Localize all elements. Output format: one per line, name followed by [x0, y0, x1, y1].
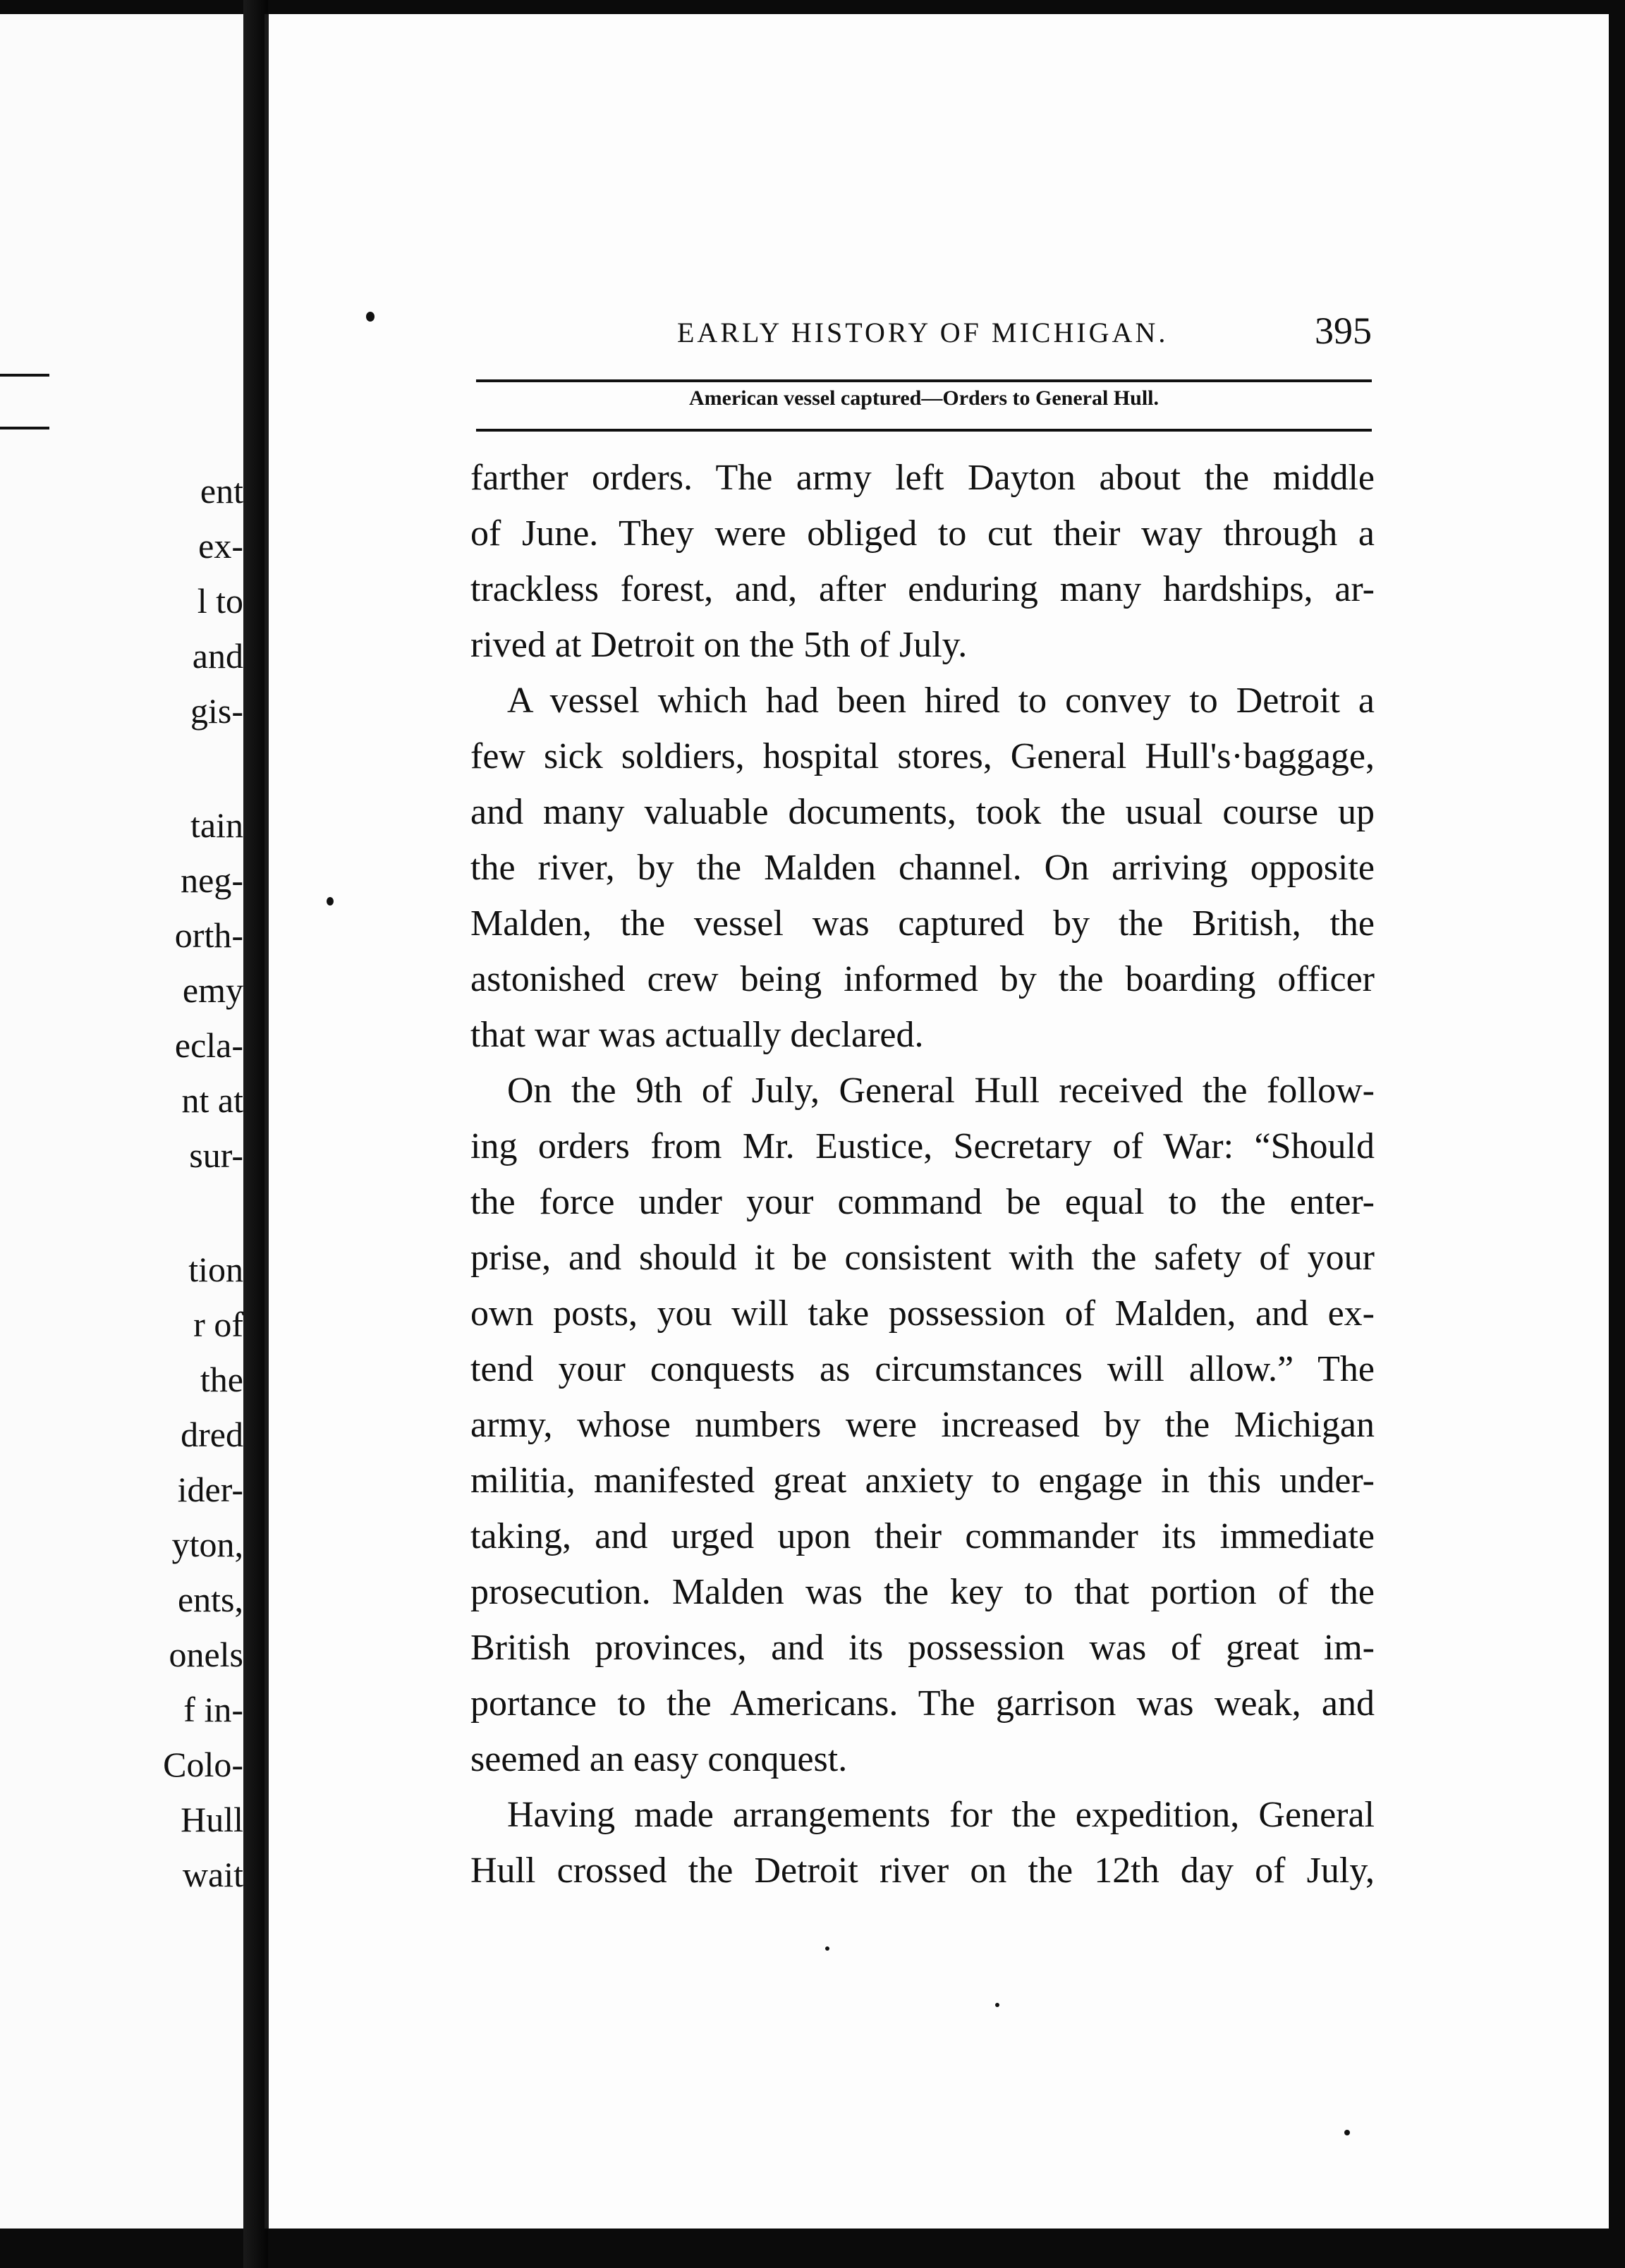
text-line: On the 9th of July, General Hull received the follow-	[507, 1071, 1375, 1111]
ink-speck	[825, 1946, 829, 1951]
left-page-line: wait	[182, 1855, 243, 1894]
text-line: taking, and urged upon their commander its immediate	[470, 1516, 1375, 1556]
left-page-line: tion	[188, 1250, 243, 1289]
text-line: few sick soldiers, hospital stores, General Hull's·baggage,	[470, 736, 1375, 776]
left-page-line: r of	[193, 1305, 243, 1344]
ink-speck	[1344, 2130, 1350, 2135]
text-line: seemed an easy conquest.	[470, 1739, 848, 1779]
header-rule-bottom	[476, 429, 1372, 432]
text-line: farther orders. The army left Dayton about the middle	[470, 458, 1375, 498]
left-page-line: yton,	[171, 1525, 243, 1564]
left-page-line: ent	[200, 471, 243, 511]
left-page-line: orth-	[174, 915, 243, 955]
text-line: Malden, the vessel was captured by the British, the	[470, 903, 1375, 944]
left-page-line: dred	[181, 1415, 243, 1454]
left-page-line: ecla-	[174, 1025, 243, 1065]
ink-speck	[327, 897, 334, 906]
text-line: trackless forest, and, after enduring many hardships, ar-	[470, 569, 1375, 609]
left-page-line: ex-	[198, 526, 243, 566]
body-text	[470, 450, 1375, 1898]
left-page-line: Colo-	[163, 1745, 243, 1784]
previous-page-fragment	[0, 14, 243, 2229]
left-page-rule	[0, 427, 49, 429]
left-page-rule	[0, 374, 49, 377]
left-page-line: neg-	[181, 860, 243, 900]
text-line: tend your conquests as circumstances will allow.” The	[470, 1349, 1375, 1389]
text-line: rived at Detroit on the 5th of July.	[470, 625, 968, 665]
ink-speck	[995, 2003, 999, 2007]
text-line: A vessel which had been hired to convey to Detroit a	[507, 681, 1375, 721]
text-line: of June. They were obliged to cut their way through a	[470, 513, 1375, 554]
left-page-line: the	[200, 1360, 243, 1399]
text-line: the river, by the Malden channel. On arriving opposite	[470, 848, 1375, 888]
text-line: prosecution. Malden was the key to that portion of the	[470, 1572, 1375, 1612]
left-page-line: Hull	[181, 1800, 243, 1839]
text-line: portance to the Americans. The garrison was weak, and	[470, 1683, 1375, 1724]
left-page-line: emy	[182, 970, 243, 1010]
text-line: Having made arrangements for the expedition, General	[507, 1795, 1375, 1835]
text-line: Hull crossed the Detroit river on the 12th day of July,	[470, 1851, 1375, 1891]
text-line: and many valuable documents, took the usual course up	[470, 792, 1375, 832]
left-page-line: gis-	[190, 691, 243, 731]
text-line: prise, and should it be consistent with the safety of your	[470, 1238, 1375, 1278]
left-page-line: f in-	[183, 1690, 243, 1729]
section-subhead: American vessel captured—Orders to General Hull.	[688, 386, 1159, 410]
text-line: astonished crew being informed by the boarding officer	[470, 959, 1375, 999]
left-page-line: sur-	[189, 1135, 243, 1175]
left-page-line: ider-	[177, 1470, 243, 1509]
running-head	[413, 303, 1372, 360]
left-page-line: l to	[197, 581, 243, 621]
left-page-line: and	[192, 636, 243, 676]
text-line: own posts, you will take possession of Malden, and ex-	[470, 1293, 1375, 1334]
page-number: 395	[1315, 310, 1372, 352]
text-line: British provinces, and its possession was of great im-	[470, 1628, 1375, 1668]
left-page-line: onels	[169, 1635, 243, 1674]
header-rule-top	[476, 379, 1372, 382]
text-line: army, whose numbers were increased by the Michigan	[470, 1405, 1375, 1445]
left-page-line: tain	[190, 805, 243, 845]
text-line: militia, manifested great anxiety to engage in this under-	[470, 1461, 1375, 1501]
text-line: ing orders from Mr. Eustice, Secretary of War: “Should	[470, 1126, 1375, 1166]
text-line: that war was actually declared.	[470, 1015, 924, 1055]
ink-speck	[366, 312, 375, 322]
left-page-line: nt at	[181, 1080, 243, 1120]
left-page-line: ents,	[177, 1580, 243, 1619]
running-title: EARLY HISTORY OF MICHIGAN.	[677, 317, 1169, 348]
text-line: the force under your command be equal to the enter-	[470, 1182, 1375, 1222]
